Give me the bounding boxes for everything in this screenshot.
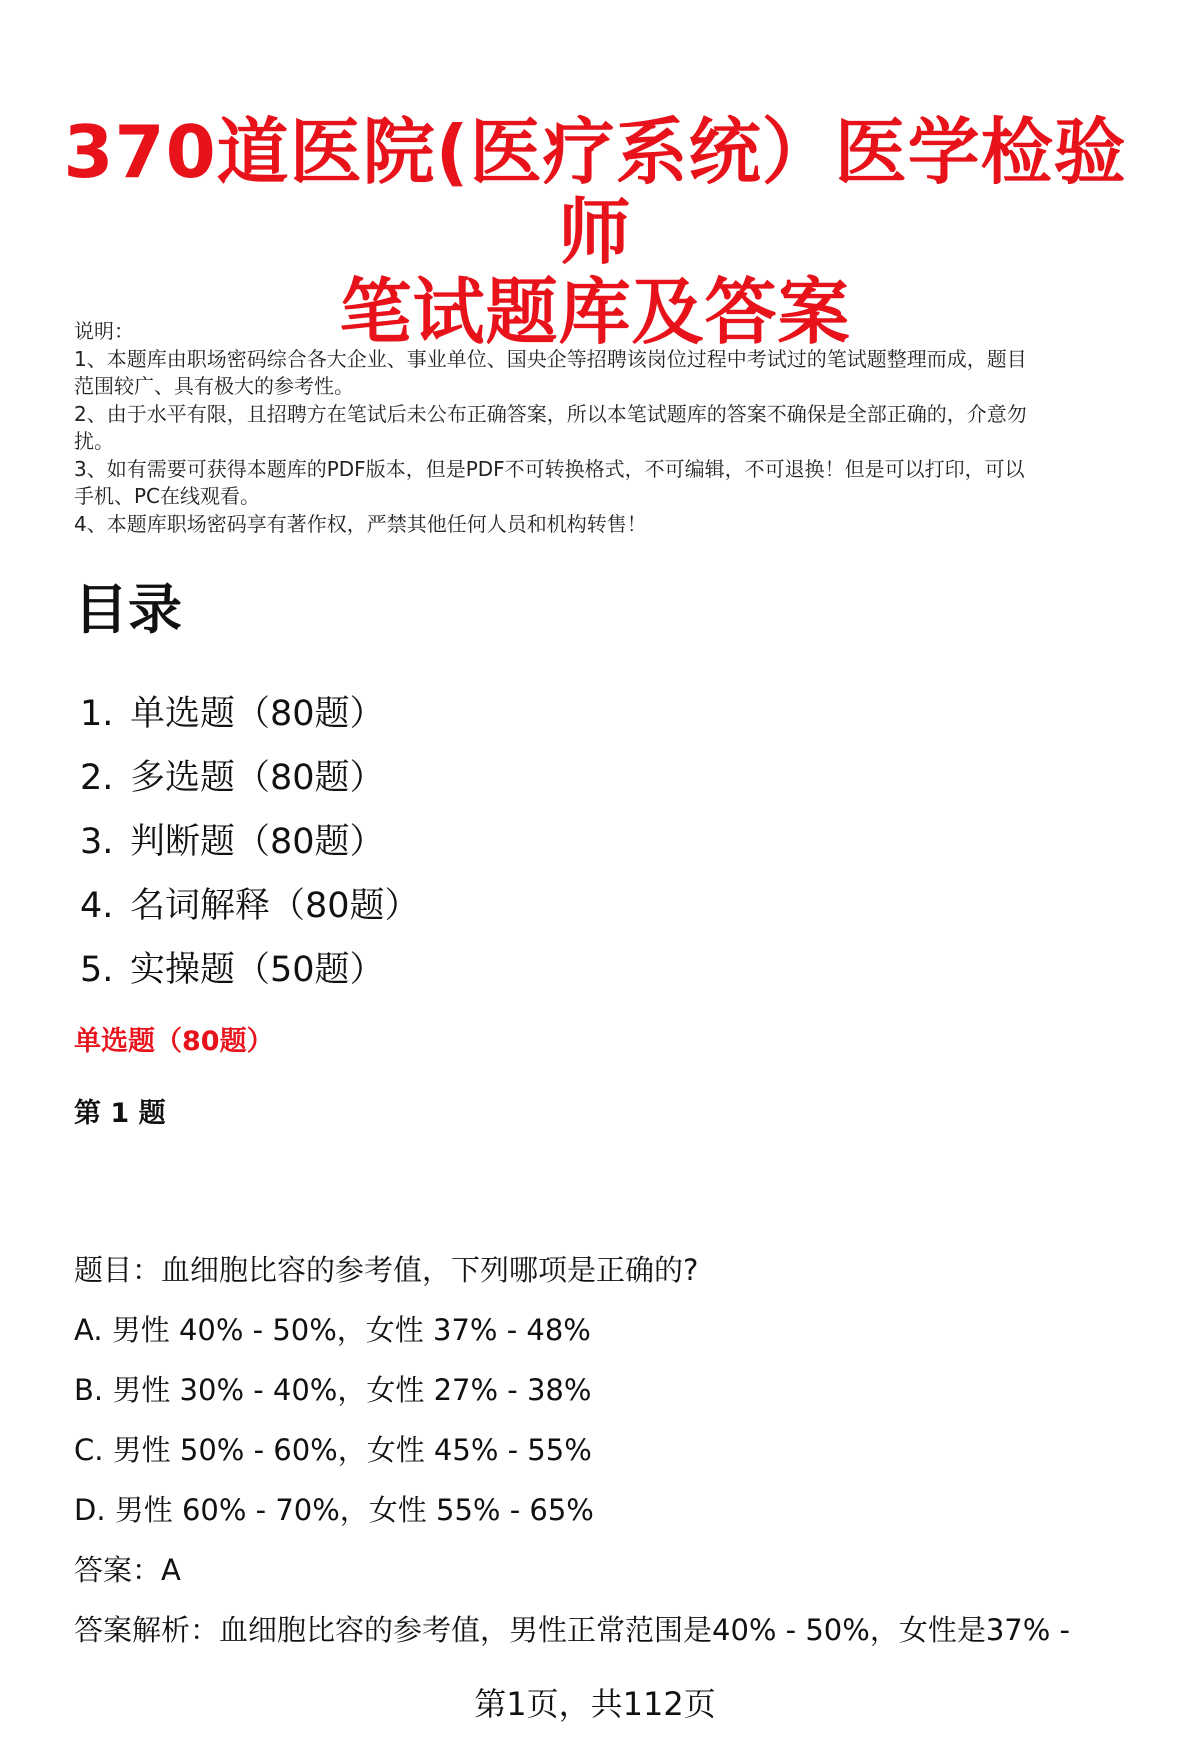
toc-item-number: 1. xyxy=(80,694,114,734)
instructions-line: 2、由于水平有限，且招聘方在笔试后未公布正确答案，所以本笔试题库的答案不确保是全部正确的，介意勿 xyxy=(74,401,1027,426)
instructions-line: 3、如有需要可获得本题库的PDF版本，但是PDF不可转换格式，不可编辑，不可退换！但是可以打印，可以 xyxy=(74,456,1025,481)
instructions-line: 4、本题库职场密码享有著作权，严禁其他任何人员和机构转售！ xyxy=(74,511,647,536)
question-answer: 答案：A xyxy=(74,1553,181,1587)
toc-item-number: 3. xyxy=(80,822,114,862)
toc-item-label: 实操题（50题） xyxy=(130,950,385,990)
question-number: 第 1 题 xyxy=(74,1098,166,1129)
question-option: A. 男性 40% - 50%，女性 37% - 48% xyxy=(74,1313,591,1347)
toc-item-label: 多选题（80题） xyxy=(130,758,385,798)
toc-item-label: 单选题（80题） xyxy=(130,694,385,734)
question-option: B. 男性 30% - 40%，女性 27% - 38% xyxy=(74,1373,592,1407)
instructions-line: 范围较广、具有极大的参考性。 xyxy=(74,374,354,398)
question-stem: 题目：血细胞比容的参考值，下列哪项是正确的? xyxy=(74,1253,699,1287)
instructions-line: 说明： xyxy=(74,319,134,343)
toc-item[interactable] xyxy=(80,874,420,938)
instructions xyxy=(74,318,1154,538)
question-block xyxy=(74,1240,1134,1660)
toc-item-number: 4. xyxy=(80,886,114,926)
toc-item[interactable] xyxy=(80,746,420,810)
question-option: C. 男性 50% - 60%，女性 45% - 55% xyxy=(74,1433,592,1467)
instructions-line: 扰。 xyxy=(74,429,114,453)
instructions-line: 手机、PC在线观看。 xyxy=(74,484,261,508)
toc-item[interactable] xyxy=(80,938,420,1002)
question-option: D. 男性 60% - 70%，女性 55% - 65% xyxy=(74,1493,594,1527)
document-title-line-2: 笔试题库及答案 xyxy=(339,270,851,354)
toc-item-label: 名词解释（80题） xyxy=(130,886,420,926)
toc-list xyxy=(80,682,420,1002)
question-analysis: 答案解析：血细胞比容的参考值，男性正常范围是40% - 50%，女性是37% - xyxy=(74,1613,1070,1647)
document-title xyxy=(60,112,1130,352)
toc-item-number: 2. xyxy=(80,758,114,798)
toc-item-label: 判断题（80题） xyxy=(130,822,385,862)
toc-item-number: 5. xyxy=(80,950,114,990)
page-footer: 第1页，共112页 xyxy=(474,1685,716,1723)
section-title: 单选题（80题） xyxy=(74,1026,274,1057)
toc-heading: 目录 xyxy=(74,578,182,641)
toc-item[interactable] xyxy=(80,682,420,746)
toc-item[interactable] xyxy=(80,810,420,874)
document-title-line-1: 370道医院(医疗系统）医学检验师 xyxy=(63,110,1127,274)
instructions-line: 1、本题库由职场密码综合各大企业、事业单位、国央企等招聘该岗位过程中考试过的笔试题整理而成，题目 xyxy=(74,346,1027,371)
